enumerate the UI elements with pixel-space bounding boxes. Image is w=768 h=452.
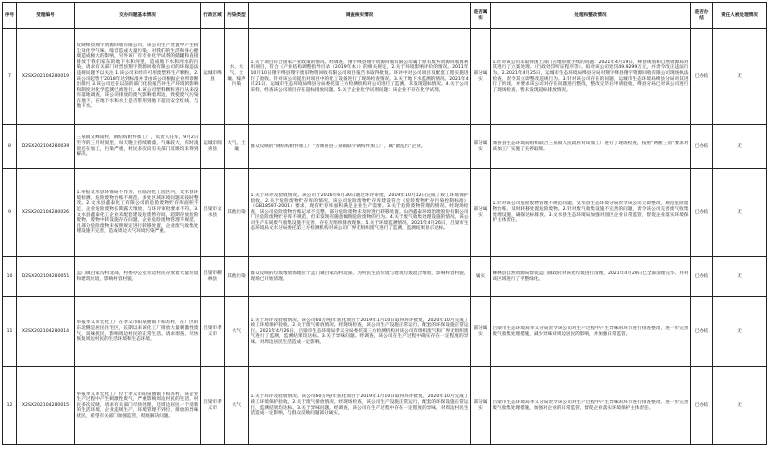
table-row [3, 257, 767, 297]
header-region: 行政区域 [201, 3, 225, 29]
cell-closed: 已办结 [691, 169, 713, 257]
cell-investigation [249, 257, 471, 297]
cell-handling [491, 125, 691, 169]
investigation-text: 1.关于环评及验收情况。该公司于2016年6月30日通过环评审批，2019年10月12日完成了竣工环境保护验收。2.关于危险废物贮存库的情况。该公司危险废物贮存库建设符合《危险废物贮存污染控制标准》（GB18597-2001）要求，现有贮存库面积满足企业生产需要。3.关于危险废物管理的情况。经现场检查，该公司危险废物台账记录不完整，部分危险废物未及时进行转移处置。山西鑫泰环境治理股份有限公司厂区危险废物贮存库不规范，但未发现有随意倾倒危险废物的行为。4.关于废气收集处理设施的情况。该公司生产车间废气收集设施不完善，存在无组织排放现象。5.关于环境监测情况。2021年4月26日，吕梁市生态环境局文水分局委托第三方检测机构对该公司厂界无组织废气进行了监测，监测结果显示达标。 [250, 192, 469, 232]
handling-text: 1.针对该公司未取得国土部门占地审批手续的问题：2021年4月19日，绛县规划和自然资源局对其进行了立案处理。（行政处罚听证程序等）。拟对该公司处罚49.9299万元，并责令改正违法行为。2.2021年4月25日，运城市生态环境局绛县分局对翔宇绛县翔宇资源回收有限公司现场执法检查，责令其立即整改违规行为。3.针对该公司存在的问题，运城市生态环境局绛县分局对其进行了约谈，并要求该公司对存在问题进行整改，整改完毕后申请验收，绛县分局已对该公司进行了现场检查，暂未发现超标排放情况。 [492, 59, 689, 93]
cell-closed: 已办结 [691, 367, 713, 445]
investigation-text: 1.关于环评及验收情况。该公司60万吨/年焦化项目于2019年1月10日取得环评批复，2020年10月完成了竣工环境保护验收。2.关于废气排放情况。经现场检查，该公司生产设施正常运行，配套的环保设施正常运行。2021年4月26日，吕梁市生态环境局孝义分局委托第三方检测机构对该公司有组织废气和厂界无组织废气进行了监测，监测结果均达标。3.关于异味问题。经调查，该公司在生产过程中确实存在一定程度的异味，对周边居民生活造成一定影响。 [250, 317, 469, 345]
cell-region: 吕梁市文水县 [201, 169, 225, 257]
cell-verified: 部分属实 [471, 297, 491, 367]
cell-pollution: 其他污染 [225, 169, 249, 257]
handling-text: 吕梁市生态环境局孝义分局责令该公司对生产过程中产生异味的环节进行排查整改，进一步完善废气收集处理措施，加强对企业的日常监管，督促企业落实环境保护主体责任。 [492, 399, 689, 411]
cell-closed: 已办结 [691, 125, 713, 169]
header-row [3, 3, 767, 29]
investigation-text: 1.关于环评及验收情况。该公司60万吨/年焦化项目于2019年1月10日取得环评批复，2020年10月完成了竣工环境保护验收。2.关于废气排放情况。经现场检查，该公司生产设施正常运行，配套的环保设施正常运行，监测结果均达标。3.关于异味问题。经调查，该公司在生产过程中存在一定程度的异味，对周边村民生活造成一定影响，与群众反映问题部分属实。 [250, 394, 469, 417]
content-text: 反映绛县翔宇资源回收有限公司，该公司生产处置中产生粉尘及化学气味，噪音造成大量污染，对我们的生活和身心健康造成极大的影响，另外该厂有专业化学试剂的储罐和直接排放于我们家东的地下水和河里，造成地下水和河水的污染。请求有关部门对晋县翔宇资源回收有限公司的环保违法违规问题予以关注 1.该公司未经许可用废塑料生产颗粒。2.该公司起售于2018年达到标准并非由该公司根据企业所诊断出排污 3.该公司还在以前的部门化验报告补生产环境的影响和制度对化学监测已被进行。4.该公司塑料颗粒进行从来没有落地调查，该公司排放的废气影响着周边，致使废气污染在地下，在地下水和水土是否带用到地下超出安全红线，与地下水。 [76, 42, 199, 110]
table-row [3, 125, 767, 169]
cell-handling [491, 297, 691, 367]
cell-verified: 部分属实 [471, 367, 491, 445]
cell-handling [491, 169, 691, 257]
investigation-text: 1.关于项目符合国家产业政策的情况。经调查，翔宇绛县翔宇资源回收有限公司属于原有废弃资源回收再利用项目，符合《产业结构调整指导目录（2019年本）》的相关规定。2.关于环境影响评价的情况。2011年10月10日翔宇绛县翔宇废旧物资回收有限公司项目报告书取得批复。环评中对公司项目及配套工程实施进行了验收。针对该公司提出对项目中的化工设备进行了现场检查情况。3.关于地下水监测的情况。2021年4月21日，运城市生态环境局绛县分局委托第三方检测机构对公司进行了监测，未发现超标情况。4.关于公司采样，经查该公司项目存在超标排放问题。5.关于企业化学试剂问题：该企业不存在化学试剂。 [250, 59, 469, 93]
cell-region: 吕梁市孝义市 [201, 297, 225, 367]
cell-code: X2SX202104280015 [17, 367, 75, 445]
cell-seq: 9 [3, 169, 17, 257]
investigation-text: 群众反映的垃圾堆放场地位于孟门镇白家沟村北部，为村民生活垃圾与建筑垃圾混合堆放，影响村容村貌，现场已开始清理。 [250, 270, 469, 282]
cell-verified: 部分属实 [471, 29, 491, 125]
cell-closed: 已办结 [691, 29, 713, 125]
cell-pollution: 大气、土壤 [225, 125, 249, 169]
header-closed: 是否办结 [691, 3, 713, 29]
handling-text: 柳林县自然资源局督促孟门镇政府对该处垃圾进行清理，2021年4月29日已全部清理完毕，并对该区域进行了平整绿化。 [492, 270, 689, 282]
content-text: 1.举报文水县环保局不作为，在临汾化工园区内，文水县环境检测、危险废物台账不规范、多处区域环境问题未按时整改。2.文水县鑫泰化工有限公司的危险废物贮存库面积不足，企业危险废物长期露天堆放，与环评审批要求不符。3.文水县鑫泰化工企业未配套建设危废暂存间，超期存放危险废物，废物中转设施存在问题，企业危险废物管理不规范，且部分危险废物未按照规定进行转移处置，企业废气收集处理设施不完善，造成周边大气环境污染严重。 [76, 190, 199, 235]
handling-text: 吕梁市生态环境局孝义分局责令该公司对生产过程中产生异味的环节进行排查整改，进一步完善废气收集处理措施，减少异味对周边居民的影响，并加强日常监管。 [492, 325, 689, 337]
handling-text: 闻喜县生态环境局组织联合三泉镇人民政府对该加工厂进行了现场检查，按照“两断三清”要求对该加工厂实施了关停取缔。 [492, 140, 689, 152]
cell-accountability: 无 [713, 257, 767, 297]
cell-content [75, 257, 201, 297]
cell-region: 运城市闻喜县 [201, 125, 225, 169]
cell-pollution: 水、大气、土壤、噪声污染 [225, 29, 249, 125]
header-content: 交办问题基本情况 [75, 3, 201, 29]
content-text: 孟门镇白家沟村北部，村委办公室旁边村民存放着大量垃圾和建筑垃圾，影响村容村貌。 [76, 270, 199, 282]
cell-investigation [249, 297, 471, 367]
cell-seq: 7 [3, 29, 17, 125]
table-row [3, 169, 767, 257]
cell-code: D2SX202104280051 [17, 257, 75, 297]
cell-region: 吕梁市孝义市 [201, 367, 225, 445]
cell-content [75, 29, 201, 125]
cell-closed: 已办结 [691, 257, 713, 297]
cell-seq: 8 [3, 125, 17, 169]
cell-content [75, 297, 201, 367]
cell-accountability: 无 [713, 297, 767, 367]
cell-content [75, 367, 201, 445]
cell-pollution: 大气 [225, 297, 249, 367]
cell-pollution: 大气 [225, 367, 249, 445]
cell-investigation [249, 169, 471, 257]
header-code: 受理编号 [17, 3, 75, 29]
case-table [2, 2, 767, 445]
cell-content [75, 169, 201, 257]
handling-text: 1.针对该公司危险废物管理不规范问题，文水县生态环境分局责令该公司立即整改，规范危险废物台账，及时转移处置危险废物。2.针对废气收集设施不完善的问题，责令该公司完善废气收集处理设施，确保达标排放。3.文水县生态环境局加强对园区企业日常监管，督促企业落实环境保护主体责任。 [492, 201, 689, 224]
cell-seq: 12 [3, 367, 17, 445]
cell-verified: 部分属实 [471, 125, 491, 169]
header-seq: 序号 [3, 3, 17, 29]
cell-region: 运城市绛县 [201, 29, 225, 125]
cell-accountability: 无 [713, 169, 767, 257]
cell-handling [491, 367, 691, 445]
cell-seq: 11 [3, 297, 17, 367]
cell-investigation [249, 367, 471, 445]
cell-code: X2SX202104280014 [17, 297, 75, 367]
cell-code: X2SX202104280019 [17, 29, 75, 125]
cell-code: D2SX202104280039 [17, 125, 75, 169]
cell-pollution: 其他污染 [225, 257, 249, 297]
cell-investigation [249, 29, 471, 125]
content-text: 三泉镇又峰南村，钢结构附件加工厂，负责人任军，9月2日至今的三月时间里，每天晚上持续喷漆，气味较大，有时凌晨还在加工，污染严重，村民多次向有关部门反映均未得到解决。 [76, 135, 199, 158]
cell-accountability: 无 [713, 367, 767, 445]
cell-region: 吕梁市柳林县 [201, 257, 225, 297]
cell-accountability: 无 [713, 29, 767, 125]
header-accountability: 责任人被处理情况 [713, 3, 767, 29]
header-pollution: 污染类型 [225, 3, 249, 29]
content-text: 举报孝义市宏化工厂在孝义市阳泉曲镇下柏苏村，在厂区的东北侧是居民住宅区，长期以来该化工厂排放大量刺激性废气，臭味扰民，影响周边村民的正常生活。请求彻查，尽快恢复周边村民的生活环境和生态环境。 [76, 320, 199, 343]
investigation-text: 群众反映的“钢结构附件加工厂”为闻喜县三泉镇联宇钢构件加工厂，属“散乱污”企业。 [250, 143, 426, 149]
cell-verified: 属实 [471, 257, 491, 297]
cell-content [75, 125, 201, 169]
cell-verified: 部分属实 [471, 169, 491, 257]
cell-accountability: 无 [713, 125, 767, 169]
table-row [3, 29, 767, 125]
header-handling: 处理和整改情况 [491, 3, 691, 29]
header-verified: 是否属实 [471, 3, 491, 29]
cell-handling [491, 257, 691, 297]
table-row [3, 297, 767, 367]
cell-investigation [249, 125, 471, 169]
cell-handling [491, 29, 691, 125]
cell-seq: 10 [3, 257, 17, 297]
cell-code: X2SX202104280026 [17, 169, 75, 257]
header-investigation: 调查核实情况 [249, 3, 471, 29]
report-table-container [2, 2, 766, 450]
content-text: 举报孝义市宏化工厂位于孝义市阳泉曲镇下柏苏村，该企业生产过程中产生刺激性废气，严重影响周边村民的生活，村民多次反映，请求有关部门尽快处理，还周边居民一个清新的生活环境，企业违规生产，环境管理不到位，排放的异味扰民，希望有关部门加强监管，彻底解决问题。 [76, 391, 199, 419]
cell-closed: 已办结 [691, 297, 713, 367]
table-row [3, 367, 767, 445]
